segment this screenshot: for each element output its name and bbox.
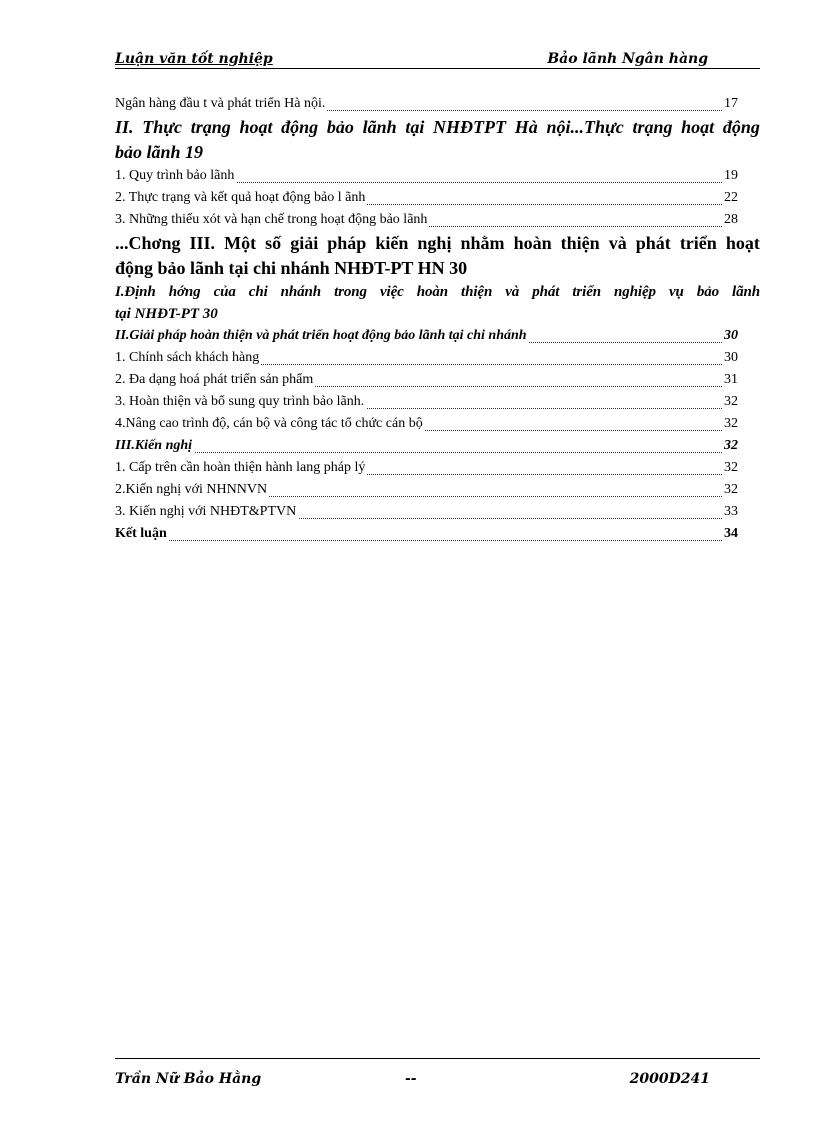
- toc-word: việc: [379, 284, 404, 300]
- toc-word: NHĐTPT: [433, 117, 507, 137]
- toc-page: 34: [722, 523, 738, 545]
- toc-word: phát: [635, 233, 671, 253]
- footer-student-id: 2000D241: [629, 1071, 710, 1087]
- toc-entry[interactable]: 3. Những thiếu xót và hạn chế trong hoạt động bảo lãnh 28: [115, 209, 760, 231]
- toc-word: nghị: [417, 233, 452, 253]
- toc-entry[interactable]: 1. Cấp trên cần hoàn thiện hành lang pháp lý 32: [115, 457, 760, 479]
- toc-word: bảo: [326, 117, 354, 137]
- toc-entry-section[interactable]: II. Thực trạng hoạt động bảo lãnh tại NHĐTPT Hà nội...Thực trạng hoạt động bảo lãnh 19: [115, 117, 760, 162]
- toc-word: thiện: [461, 284, 493, 300]
- toc-entry-line1: [115, 281, 760, 303]
- footer-author: Trần Nữ Bảo Hằng: [115, 1071, 262, 1087]
- toc-entry-line1: [115, 231, 760, 256]
- toc-word: triển: [679, 233, 717, 253]
- toc-entry[interactable]: II.Giải pháp hoàn thiện và phát triển hoạt động bảo lãnh tại chi nhánh 30: [115, 325, 760, 347]
- toc-word: ...Chơng: [115, 233, 181, 253]
- toc-page: 19: [722, 165, 738, 187]
- toc-word: và: [505, 284, 520, 300]
- toc-page: 32: [722, 457, 738, 479]
- toc-word: nội...Thực: [546, 117, 624, 137]
- toc-word: hoàn: [513, 233, 552, 253]
- toc-word: vụ: [668, 284, 684, 300]
- toc-entry[interactable]: Kết luận 34: [115, 523, 760, 545]
- toc-entry[interactable]: 1. Quy trình bảo lãnh 19: [115, 165, 760, 187]
- toc-entry[interactable]: Ngân hàng đầu t và phát triển Hà nội. 17: [115, 93, 760, 115]
- toc-page: 32: [722, 413, 738, 435]
- toc-entry-subsection[interactable]: I.Định hớng của chi nhánh trong việc hoàn thiện và phát triển nghiệp vụ bảo lãnh tại NHĐT-PT 30: [115, 281, 760, 325]
- toc-page: 30: [722, 325, 738, 347]
- toc-word: động: [722, 117, 760, 137]
- footer-page-marker: --: [405, 1071, 417, 1087]
- toc-word: Một: [224, 233, 257, 253]
- toc-page: 22: [722, 187, 738, 209]
- toc-word: I.Định: [115, 284, 156, 300]
- toc-page: 33: [722, 501, 738, 523]
- toc-word: của: [213, 284, 236, 300]
- toc-word: Hà: [514, 117, 538, 137]
- toc-page: 30: [449, 258, 468, 278]
- toc-word: hoạt: [725, 233, 760, 253]
- toc-page: 28: [722, 209, 738, 231]
- toc-word: pháp: [327, 233, 367, 253]
- page-footer: [115, 1058, 760, 1089]
- toc-word: và: [608, 233, 627, 253]
- toc-word: nhánh: [280, 284, 322, 300]
- toc-word: trạng: [190, 117, 231, 137]
- toc-page: 19: [185, 142, 204, 162]
- toc-entry[interactable]: 4.Nâng cao trình độ, cán bộ và công tác tổ chức cán bộ 32: [115, 413, 760, 435]
- toc-word: hoàn: [416, 284, 448, 300]
- toc-page: 17: [722, 93, 738, 115]
- toc-word: hớng: [168, 284, 201, 300]
- header-left: Luận văn tốt nghiệp: [115, 51, 273, 67]
- toc-entry[interactable]: 2.Kiến nghị với NHNNVN 32: [115, 479, 760, 501]
- toc-word: tại: [405, 117, 425, 137]
- toc-entry[interactable]: 1. Chính sách khách hàng 30: [115, 347, 760, 369]
- toc-word: Thực: [142, 117, 182, 137]
- page-header: [115, 50, 760, 69]
- toc-word: lãnh: [362, 117, 397, 137]
- toc-word: hoạt: [681, 117, 715, 137]
- toc-entry[interactable]: 3. Hoàn thiện và bổ sung quy trình bảo lãnh. 32: [115, 391, 760, 413]
- header-right: Bảo lãnh Ngân hàng: [547, 51, 708, 67]
- toc-word: nhằm: [460, 233, 505, 253]
- toc-entry[interactable]: 2. Đa dạng hoá phát triển sản phẩm 31: [115, 369, 760, 391]
- toc-word: hoạt: [239, 117, 273, 137]
- toc-entry-line1: [115, 115, 760, 140]
- toc-word: chi: [248, 284, 268, 300]
- toc-word: kiến: [375, 233, 409, 253]
- toc-entry[interactable]: III.Kiến nghị 32: [115, 435, 760, 457]
- toc-entry[interactable]: 3. Kiến nghị với NHĐT&PTVN 33: [115, 501, 760, 523]
- toc-word: bảo: [696, 284, 720, 300]
- toc-page: 30: [722, 347, 738, 369]
- toc-word: II.: [115, 117, 134, 137]
- toc-word: phát: [532, 284, 560, 300]
- toc-page: 32: [722, 479, 738, 501]
- toc-page: 30: [202, 306, 218, 322]
- toc-word: nghiệp: [614, 284, 656, 300]
- toc-word: thiện: [560, 233, 600, 253]
- toc-word: giải: [290, 233, 319, 253]
- toc-word: trong: [334, 284, 367, 300]
- toc-page: 31: [722, 369, 738, 391]
- toc-entry[interactable]: 2. Thực trạng và kết quả hoạt động bảo l ãnh 22: [115, 187, 760, 209]
- toc-word: III.: [189, 233, 216, 253]
- toc-page: 32: [722, 435, 738, 457]
- table-of-contents: [115, 93, 760, 545]
- toc-page: 32: [722, 391, 738, 413]
- toc-entry-chapter[interactable]: ...Chơng III. Một số giải pháp kiến nghị nhằm hoàn thiện và phát triển hoạt động bảo lãnh tại chi nhánh NHĐT-PT HN 30: [115, 233, 760, 278]
- toc-word: số: [265, 233, 282, 253]
- toc-word: trạng: [632, 117, 673, 137]
- toc-word: triển: [572, 284, 602, 300]
- toc-word: lãnh: [732, 284, 760, 300]
- toc-word: động: [281, 117, 319, 137]
